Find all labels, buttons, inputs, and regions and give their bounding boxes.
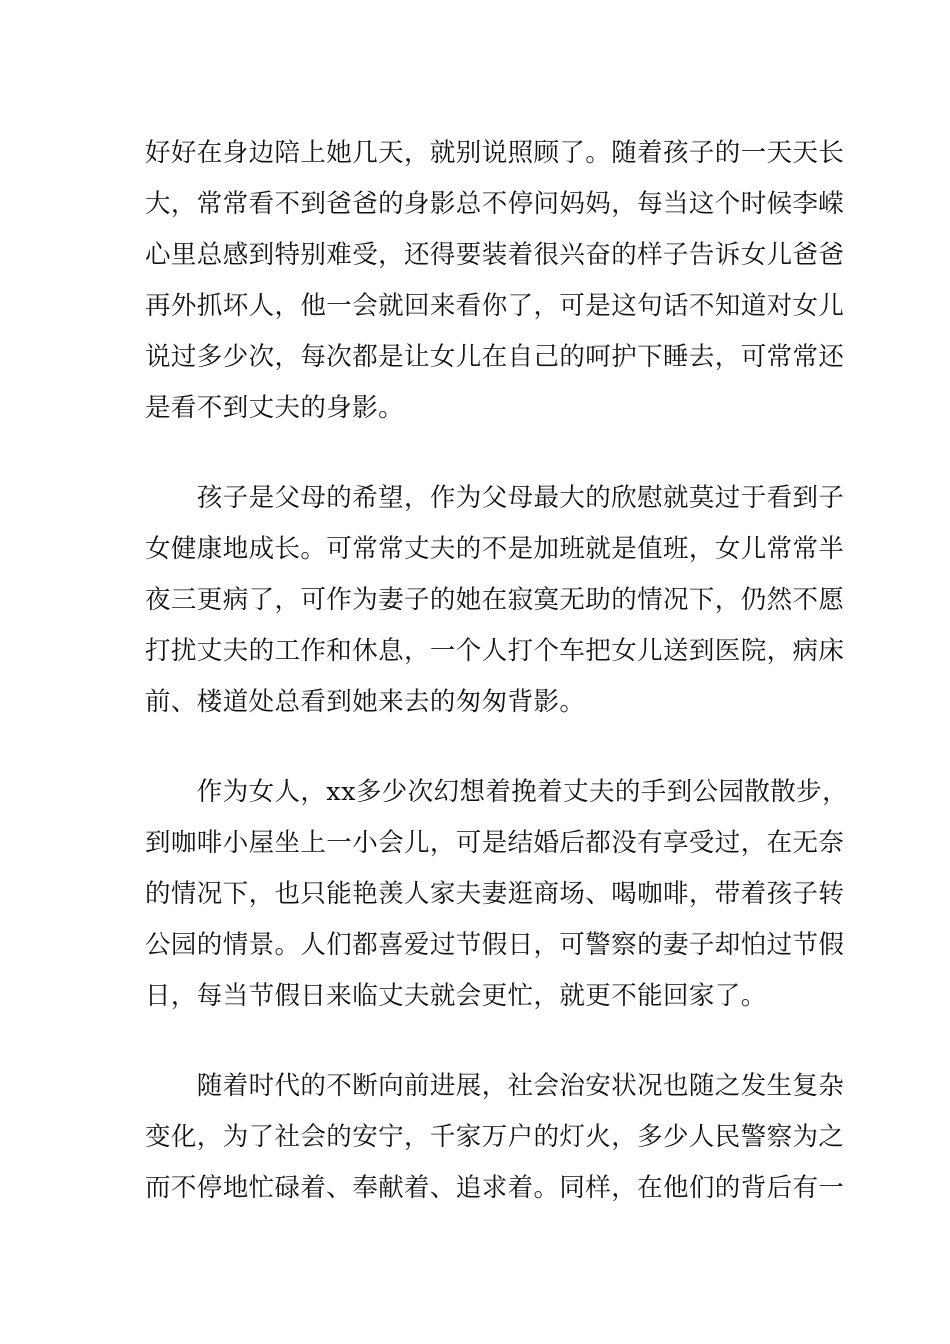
text-line: 好好在身边陪上她几天，就别说照顾了。随着孩子的一天天长 xyxy=(145,138,845,168)
text-line: 打扰丈夫的工作和休息，一个人打个车把女儿送到医院，病床 xyxy=(145,636,845,666)
text-line: 随着时代的不断向前进展，社会治安状况也随之发生复杂 xyxy=(145,1071,845,1101)
paragraph-4 xyxy=(145,1061,845,1214)
text-line: 心里总感到特别难受，还得要装着很兴奋的样子告诉女儿爸爸 xyxy=(145,240,845,270)
text-line: 大，常常看不到爸爸的身影总不停问妈妈，每当这个时候李嵘 xyxy=(145,189,845,219)
text-line: 日，每当节假日来临丈夫就会更忙，就更不能回家了。 xyxy=(145,981,767,1011)
text-line: 夜三更病了，可作为妻子的她在寂寞无助的情况下，仍然不愿 xyxy=(145,585,845,615)
text-line: 前、楼道处总看到她来去的匆匆背影。 xyxy=(145,687,586,717)
paragraph-3 xyxy=(145,767,848,1022)
text-line: 到咖啡小屋坐上一小会儿，可是结婚后都没有享受过，在无奈 xyxy=(145,828,845,858)
paragraph-1 xyxy=(145,128,845,434)
text-line: 的情况下，也只能艳羡人家夫妻逛商场、喝咖啡，带着孩子转 xyxy=(145,879,845,909)
text-line: 孩子是父母的希望，作为父母最大的欣慰就莫过于看到子 xyxy=(145,483,845,513)
paragraph-2 xyxy=(145,473,845,728)
text-line: 说过多少次，每次都是让女儿在自己的呵护下睡去，可常常还 xyxy=(145,342,845,372)
text-line: 再外抓坏人，他一会就回来看你了，可是这句话不知道对女儿 xyxy=(145,291,845,321)
text-line: 是看不到丈夫的身影。 xyxy=(145,393,405,423)
text-line: 公园的情景。人们都喜爱过节假日，可警察的妻子却怕过节假 xyxy=(145,930,845,960)
text-line: 作为女人，xx多少次幻想着挽着丈夫的手到公园散散步， xyxy=(145,777,848,807)
text-line: 女健康地成长。可常常丈夫的不是加班就是值班，女儿常常半 xyxy=(145,534,845,564)
text-line: 而不停地忙碌着、奉献着、追求着。同样，在他们的背后有一 xyxy=(145,1173,845,1203)
text-line: 变化，为了社会的安宁，千家万户的灯火，多少人民警察为之 xyxy=(145,1122,845,1152)
